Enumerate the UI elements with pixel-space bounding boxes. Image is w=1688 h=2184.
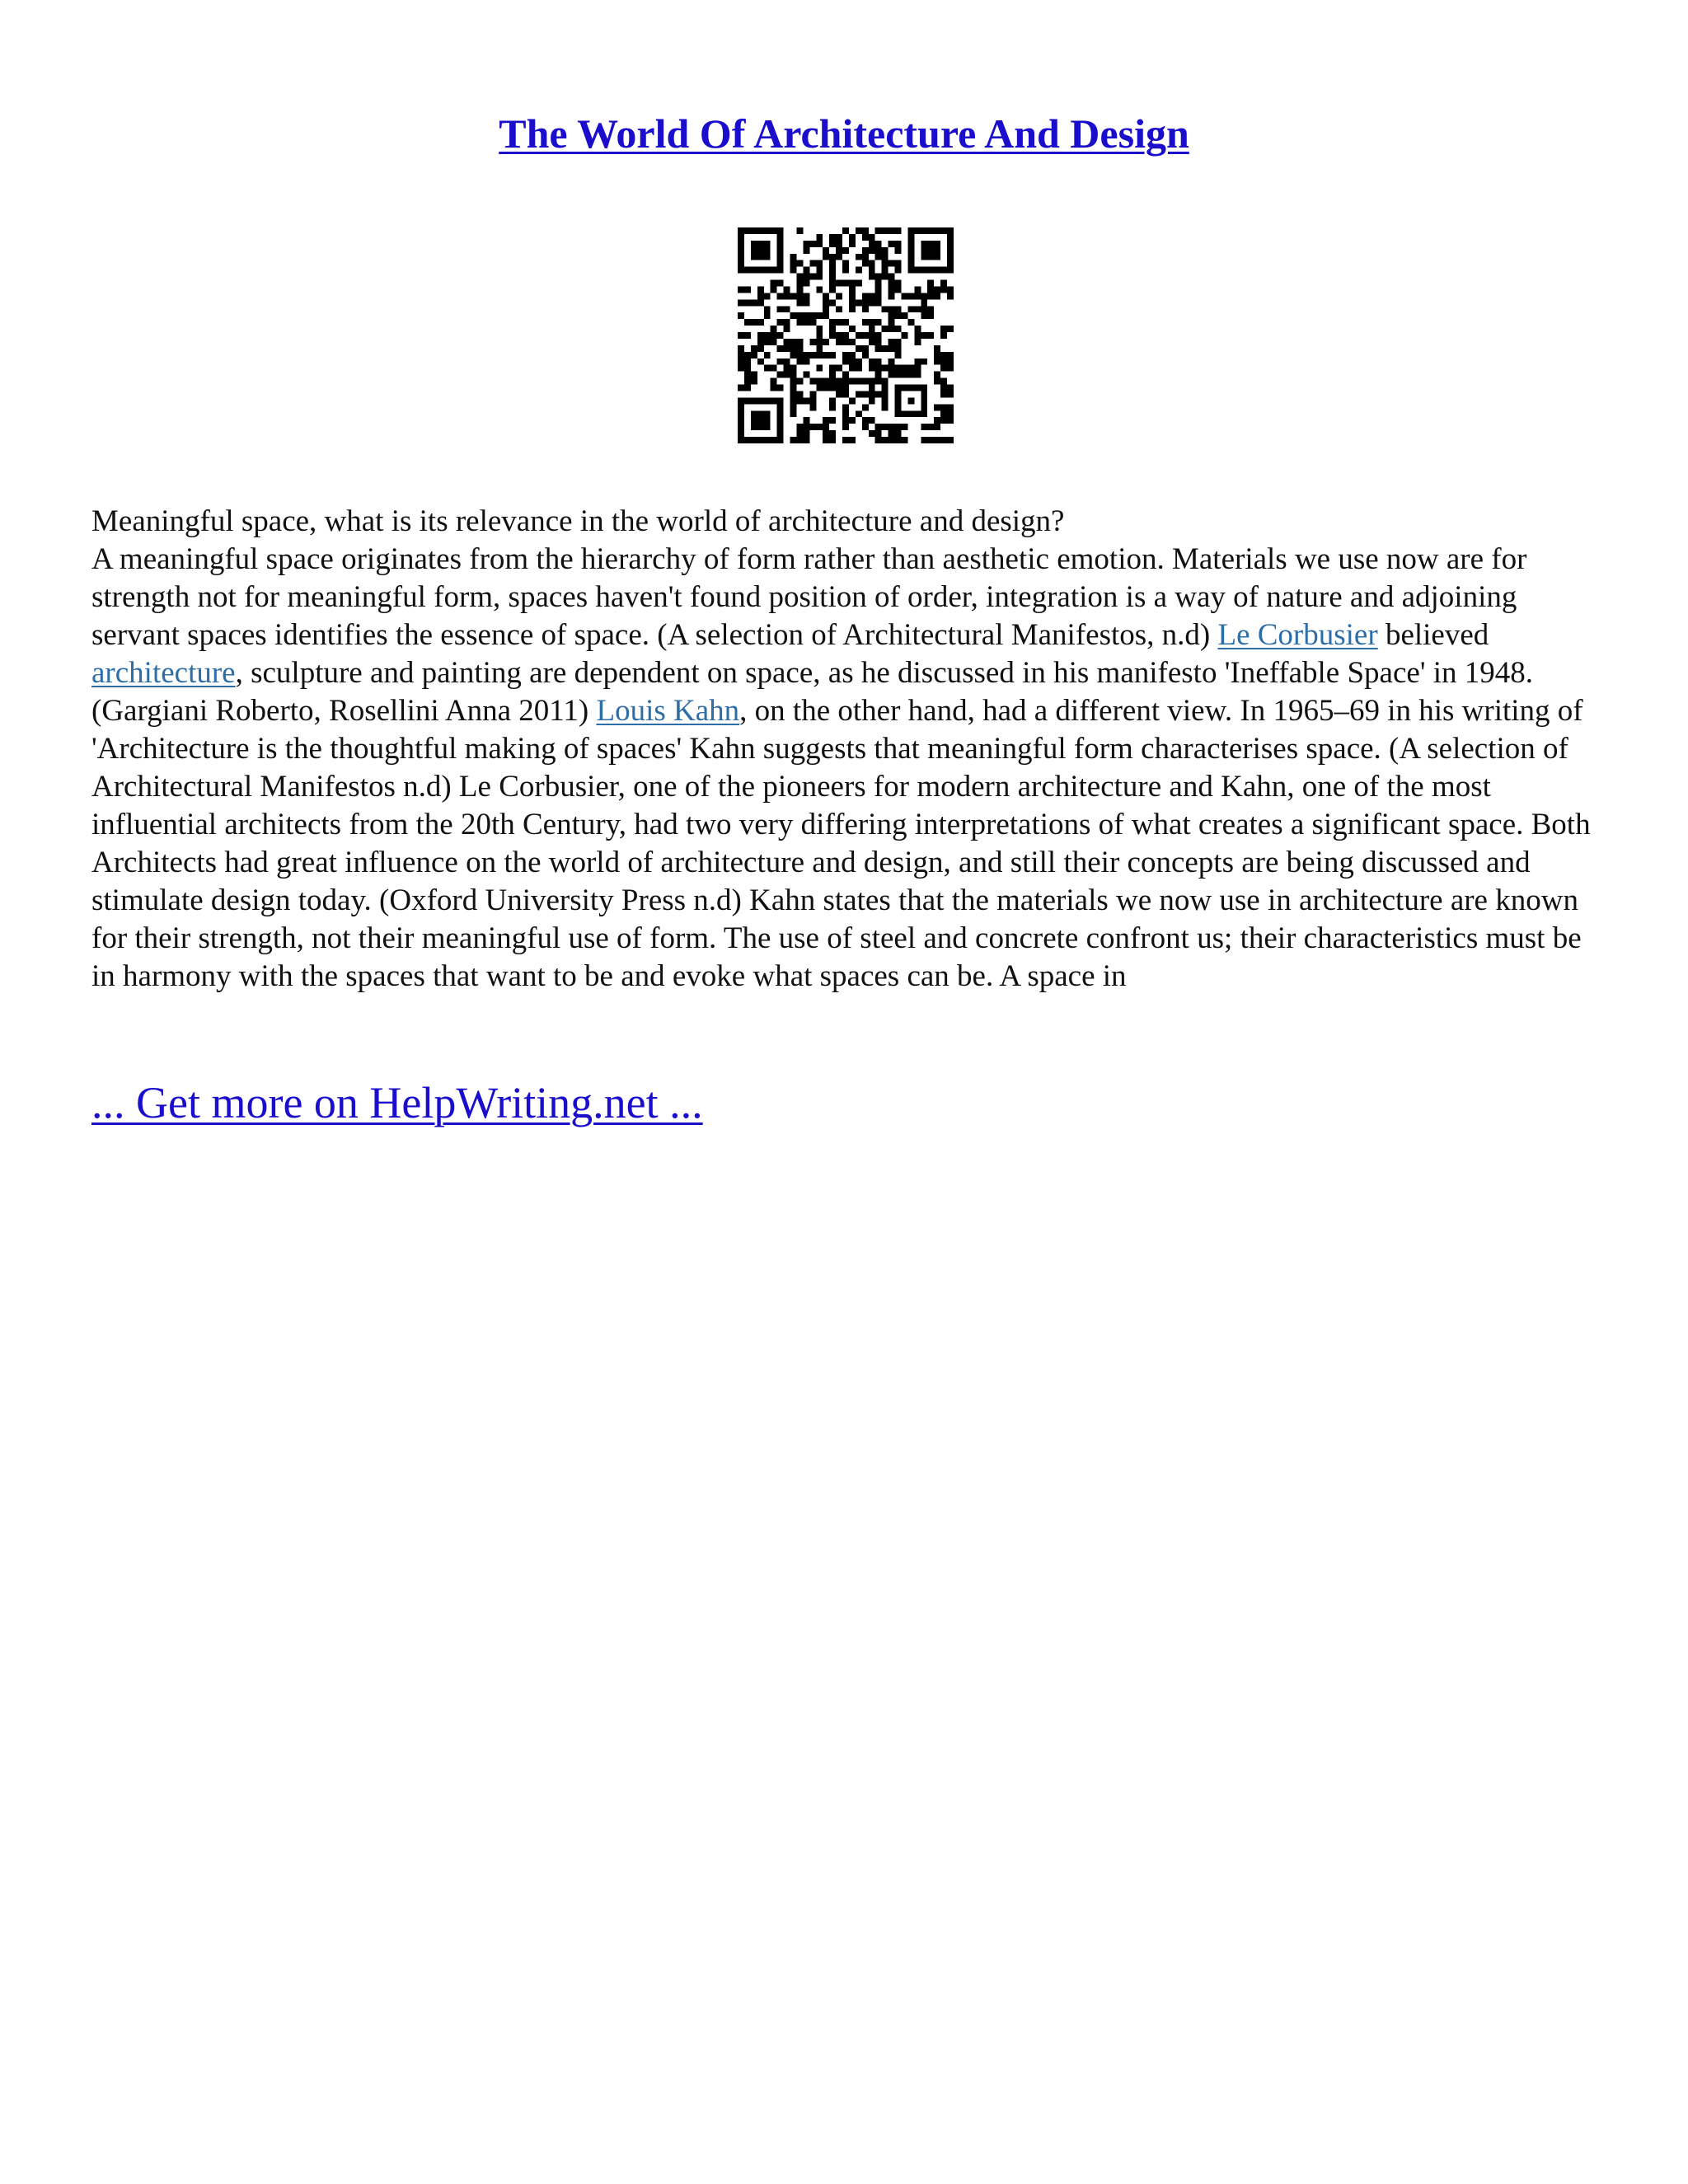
body-text-1: A meaningful space originates from the hierarchy of form rather than aesthetic emotion. Materials we use now are for strength not for meaningful form, spaces haven't found position of order, integration is a way of nature and adjoining servant spaces identifies the essence of space. (A selection of Architectural Manifestos, n.d) [91, 542, 1527, 652]
document-title [0, 109, 1688, 158]
body-paragraph [91, 541, 1597, 996]
link-louis-kahn[interactable]: Louis Kahn [596, 694, 740, 728]
link-architecture[interactable]: architecture [91, 656, 236, 690]
article-body [91, 503, 1597, 996]
body-text-4: , on the other hand, had a different view. In 1965–69 in his writing of 'Architecture is the thoughtful making of spaces' Kahn suggests that meaningful form characterises space. (A selection of Architectural Manifestos n.d) Le Corbusier, one of the pioneers for modern architecture and Kahn, one of the most influential architects from the 20th Century, had two very differing interpretations of what creates a significant space. Both Architects had great influence on the world of architecture and design, and still their concepts are being discussed and stimulate design today. (Oxford University Press n.d) Kahn states that the materials we now use in architecture are known for their strength, not their meaningful use of form. The use of steel and concrete confront us; their characteristics must be in harmony with the spaces that want to be and evoke what spaces can be. A space in [91, 694, 1591, 993]
body-text-2: believed [1377, 618, 1489, 652]
body-text-3: , sculpture and painting are dependent on space, as he discussed in his manifesto 'Ineffable Space' in 1948. (Gargiani Roberto, Rosellini Anna 2011) [91, 656, 1534, 728]
title-link[interactable]: The World Of Architecture And Design [499, 110, 1189, 157]
get-more-link[interactable]: ... Get more on HelpWriting.net ... [91, 1078, 703, 1127]
qr-code-icon [738, 227, 954, 443]
intro-question: Meaningful space, what is its relevance in the world of architecture and design? [91, 504, 1065, 538]
link-le-corbusier[interactable]: Le Corbusier [1217, 618, 1378, 652]
more-link-container [91, 1076, 703, 1129]
